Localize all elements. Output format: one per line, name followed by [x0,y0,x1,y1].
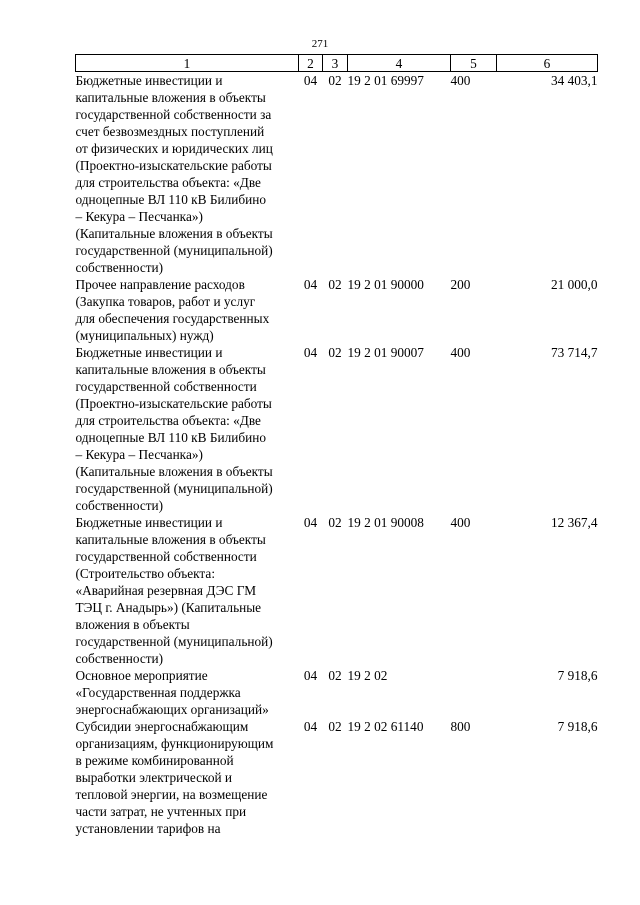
target-code-cell: 19 2 01 90007 [347,345,424,360]
expense-name-line: (Капитальные вложения в объекты [75,226,273,241]
table-row [76,72,598,277]
expense-name-line: Основное мероприятие [75,668,208,683]
expense-name-line: капитальные вложения в объекты [75,532,266,547]
expense-name-line: Бюджетные инвестиции и [75,515,223,530]
expense-name-line: (Строительство объекта: [75,566,216,581]
expense-name-line: «Аварийная резервная ДЭС ГМ [75,583,257,598]
expense-name-cell [76,718,299,837]
amount-cell: 73 714,7 [550,345,598,360]
expense-name-line: организациям, функционирующим [75,736,274,751]
expense-name-line: (муниципальных) нужд) [75,328,214,343]
column-header-1: 1 [76,55,299,72]
expense-name-line: капитальные вложения в объекты [75,362,266,377]
expense-name-line: собственности) [75,260,164,275]
target-code-cell: 19 2 02 61140 [347,719,424,734]
target-code-cell: 19 2 01 90008 [347,515,424,530]
budget-table [75,54,598,837]
table-row [76,514,598,667]
expense-name-line: – Кекура – Песчанка») [75,209,203,224]
column-header-6: 6 [497,55,598,72]
expense-name-line: «Государственная поддержка [75,685,241,700]
expense-type-cell [451,667,497,718]
amount-cell: 7 918,6 [557,719,598,734]
subsection-cell: 02 [328,345,342,360]
expense-name-line: государственной (муниципальной) [75,481,273,496]
expense-name-line: (Капитальные вложения в объекты [75,464,273,479]
expense-name-line: капитальные вложения в объекты [75,90,266,105]
expense-name-cell [76,667,299,718]
expense-name-line: вложения в объекты [75,617,190,632]
column-header-2: 2 [299,55,323,72]
expense-name-line: государственной собственности [75,379,257,394]
expense-name-cell [76,72,299,277]
expense-name-line: от физических и юридических лиц [75,141,273,156]
expense-name-line: государственной (муниципальной) [75,243,273,258]
amount-cell: 7 918,6 [557,668,598,683]
expense-name-line: государственной собственности [75,549,257,564]
column-header-5: 5 [451,55,497,72]
expense-name-line: Субсидии энергоснабжающим [75,719,249,734]
table-row [76,276,598,344]
expense-name-line: для строительства объекта: «Две [75,175,261,190]
expense-type-cell: 400 [450,515,471,530]
expense-type-cell: 400 [450,73,471,88]
expense-name-line: Прочее направление расходов [75,277,245,292]
expense-type-cell: 200 [450,277,471,292]
table-header-row [76,55,598,72]
table-row [76,667,598,718]
expense-name-line: собственности) [75,651,164,666]
expense-name-line: собственности) [75,498,164,513]
expense-name-line: установлении тарифов на [75,821,221,836]
expense-name-cell [76,514,299,667]
expense-name-cell [76,344,299,514]
target-code-cell: 19 2 01 90000 [347,277,424,292]
amount-cell: 21 000,0 [550,277,598,292]
expense-name-line: тепловой энергии, на возмещение [75,787,268,802]
subsection-cell: 02 [328,515,342,530]
expense-name-line: ТЭЦ г. Анадырь») (Капитальные [75,600,262,615]
expense-name-line: одноцепные ВЛ 110 кВ Билибино [75,192,266,207]
table-row [76,344,598,514]
subsection-cell: 02 [328,719,342,734]
target-code-cell: 19 2 01 69997 [347,73,424,88]
expense-name-line: энергоснабжающих организаций» [75,702,269,717]
expense-name-line: государственной собственности за [75,107,272,122]
subsection-cell: 02 [328,277,342,292]
subsection-cell: 02 [328,73,342,88]
section-cell: 04 [303,277,318,292]
expense-name-line: (Проектно-изыскательские работы [75,396,272,411]
column-header-4: 4 [348,55,451,72]
amount-cell: 34 403,1 [550,73,598,88]
expense-name-line: Бюджетные инвестиции и [75,345,223,360]
expense-name-line: части затрат, не учтенных при [75,804,247,819]
expense-name-line: государственной (муниципальной) [75,634,273,649]
section-cell: 04 [303,668,318,683]
expense-name-line: счет безвозмездных поступлений [75,124,265,139]
expense-name-cell [76,276,299,344]
table-row [76,718,598,837]
expense-name-line: для строительства объекта: «Две [75,413,261,428]
target-code-cell: 19 2 02 [347,668,388,683]
expense-name-line: (Закупка товаров, работ и услуг [75,294,256,309]
section-cell: 04 [303,515,318,530]
expense-name-line: (Проектно-изыскательские работы [75,158,272,173]
expense-type-cell: 800 [450,719,471,734]
section-cell: 04 [303,719,318,734]
expense-name-line: – Кекура – Песчанка») [75,447,203,462]
column-header-3: 3 [323,55,348,72]
expense-name-line: для обеспечения государственных [75,311,270,326]
page-number: 271 [311,38,329,50]
subsection-cell: 02 [328,668,342,683]
amount-cell: 12 367,4 [550,515,598,530]
section-cell: 04 [303,345,318,360]
table-body [76,72,598,838]
expense-name-line: одноцепные ВЛ 110 кВ Билибино [75,430,266,445]
section-cell: 04 [303,73,318,88]
expense-name-line: в режиме комбинированной [75,753,234,768]
expense-type-cell: 400 [450,345,471,360]
expense-name-line: выработки электрической и [75,770,233,785]
expense-name-line: Бюджетные инвестиции и [75,73,223,88]
